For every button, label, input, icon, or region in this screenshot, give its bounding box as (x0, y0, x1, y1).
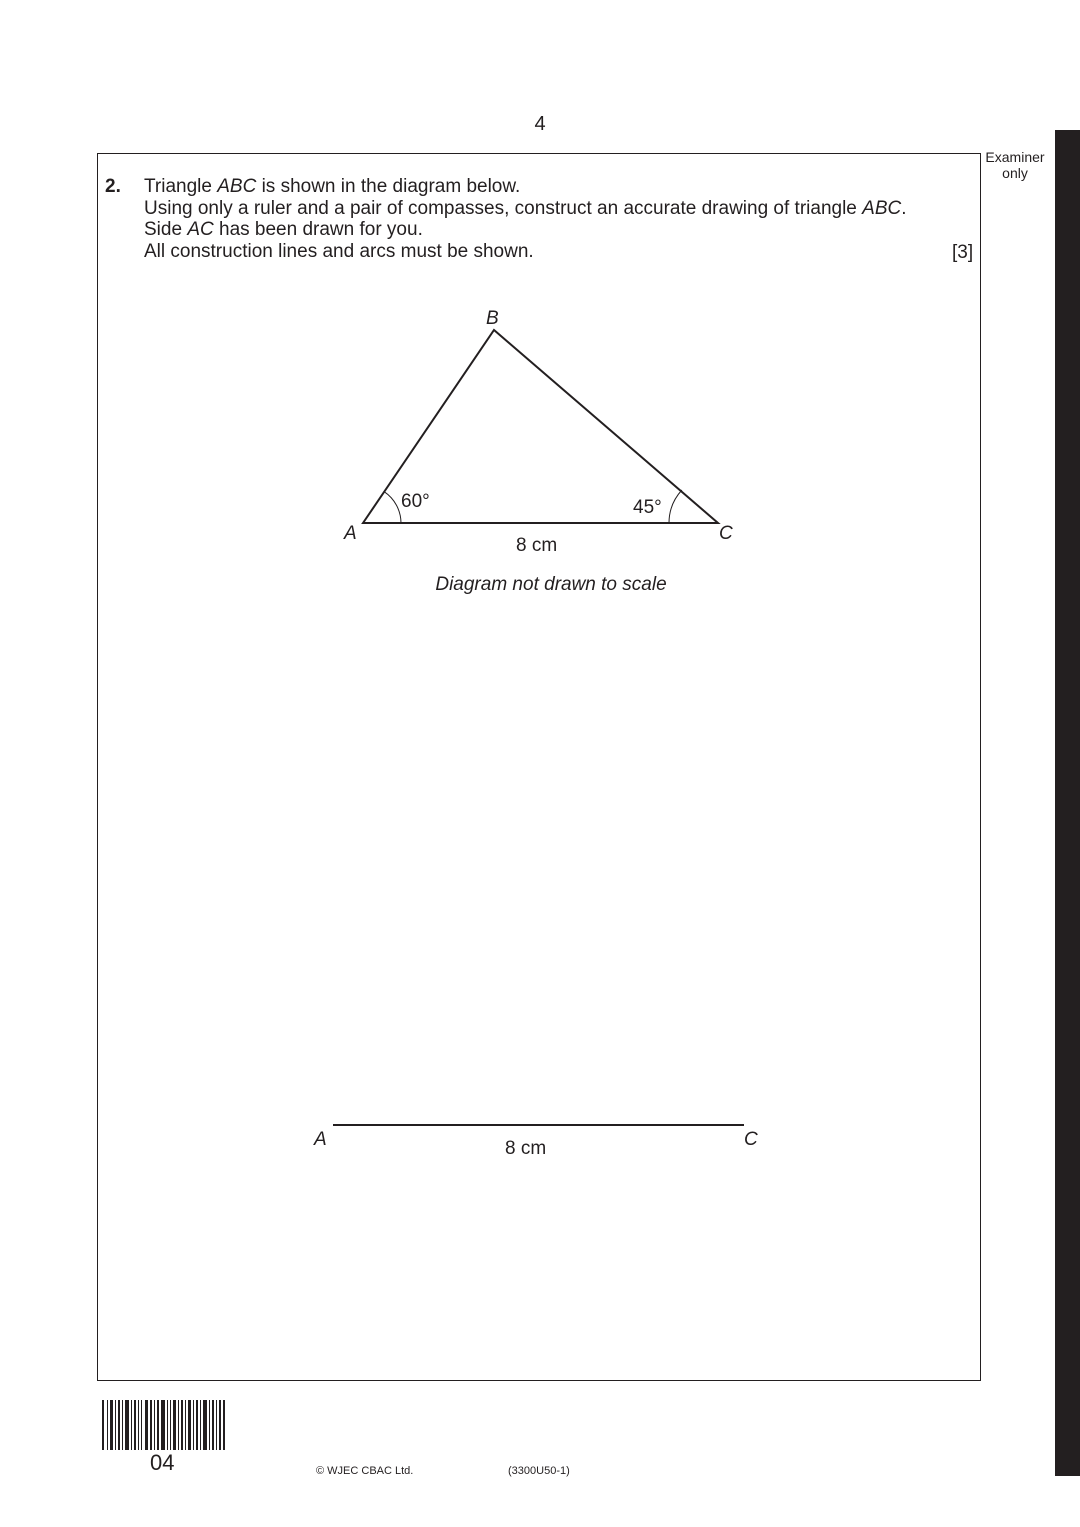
barcode (102, 1400, 226, 1450)
angle-a-label: 60° (401, 491, 430, 512)
angle-a-arc (384, 492, 401, 523)
angle-c-arc (669, 490, 682, 523)
page-number: 4 (534, 113, 546, 135)
vertex-c-label: C (719, 523, 733, 544)
construction-area (300, 1110, 780, 1170)
examiner-only-label: Examiner only (985, 149, 1045, 181)
question-line: Using only a ruler and a pair of compasses, construct an accurate drawing of triangle ABC. (144, 197, 907, 219)
question-text (144, 176, 954, 263)
footer-paper-code: (3300U50-1) (508, 1465, 570, 1477)
right-margin-bar (1055, 130, 1080, 1476)
diagram-caption: Diagram not drawn to scale (435, 574, 667, 595)
question-line: All construction lines and arcs must be shown. (144, 241, 534, 263)
question-marks: [3] (952, 242, 974, 263)
vertex-b-label: B (486, 308, 499, 329)
footer-copyright: © WJEC CBAC Ltd. (316, 1465, 414, 1477)
angle-c-label: 45° (633, 497, 662, 518)
vertex-a-label: A (344, 523, 357, 544)
triangle-diagram (300, 300, 780, 570)
construction-a-label: A (314, 1129, 327, 1150)
side-ac-length: 8 cm (516, 535, 558, 556)
barcode-number: 04 (150, 1450, 175, 1475)
construction-c-label: C (744, 1129, 758, 1150)
question-line: Triangle ABC is shown in the diagram below. (144, 176, 521, 197)
question-line: Side AC has been drawn for you. (144, 219, 423, 241)
question-number: 2. (105, 176, 121, 197)
construction-side-length: 8 cm (505, 1138, 547, 1159)
